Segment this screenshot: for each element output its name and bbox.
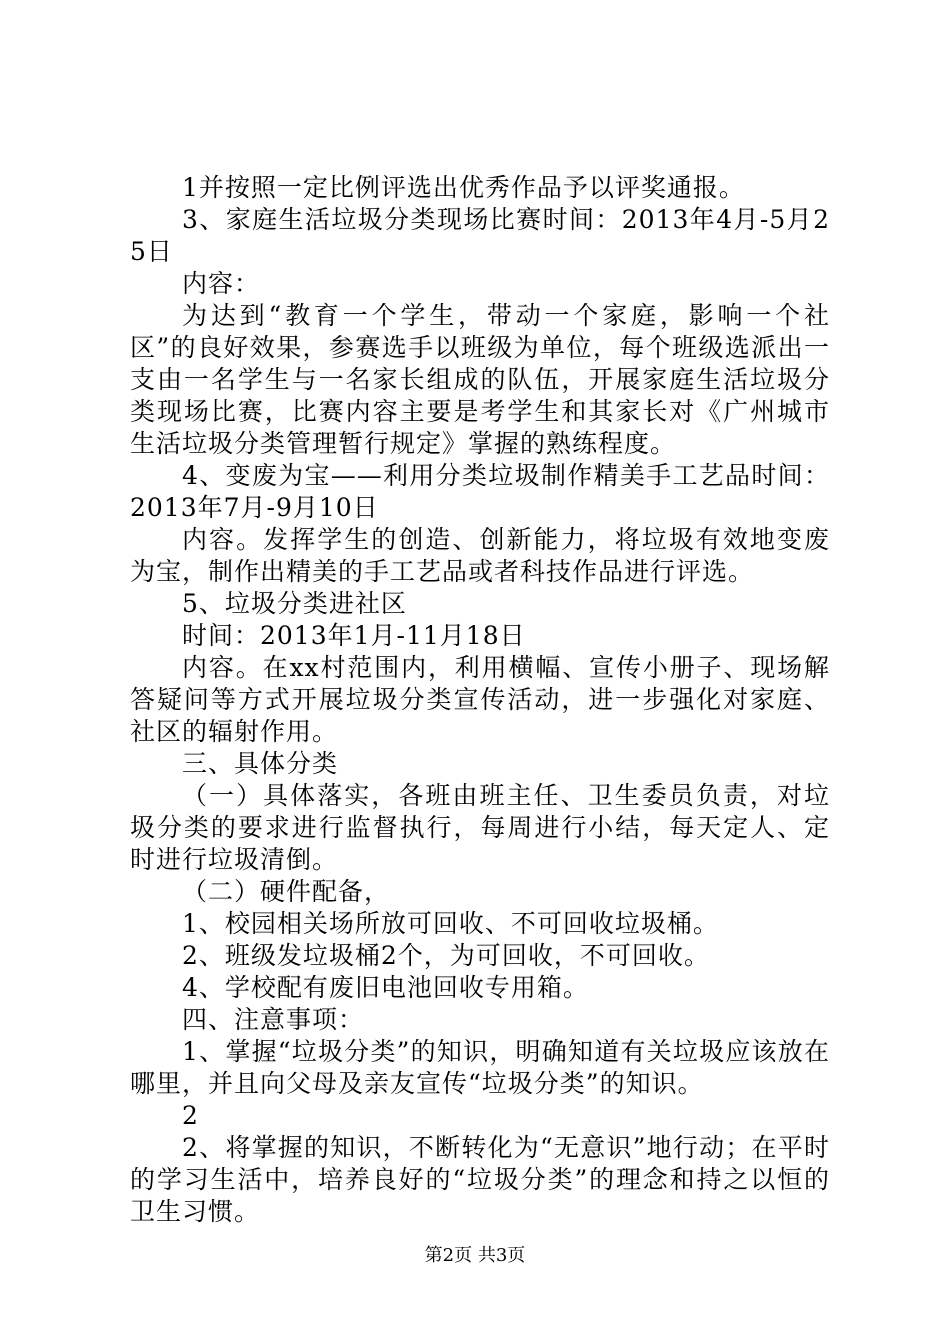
page-footer: 第2页 共3页 [424, 1245, 526, 1266]
paragraph-10: 三、具体分类 [182, 749, 339, 778]
paragraph-19: 2、将掌握的知识，不断转化为“无意识”地行动；在平时的学习生活中，培养良好的“垃圾分类”的理念和持之以恒的卫生习惯。 [130, 1133, 830, 1226]
paragraph-17: 1、掌握“垃圾分类”的知识，明确知道有关垃圾应该放在哪里，并且向父母及亲友宣传“垃圾分类”的知识。 [130, 1037, 830, 1098]
paragraph-14: 2、班级发垃圾桶2个，为可回收，不可回收。 [182, 941, 710, 970]
paragraph-6: 内容。发挥学生的创造、创新能力，将垃圾有效地变废为宝，制作出精美的手工艺品或者科技作品进行评选。 [130, 525, 830, 586]
paragraph-4: 为达到“教育一个学生，带动一个家庭，影响一个社区”的良好效果，参赛选手以班级为单位，每个班级选派出一支由一名学生与一名家长组成的队伍，开展家庭生活垃圾分类现场比赛，比赛内容主要是考学生和其家长对《广州城市生活垃圾分类管理暂行规定》掌握的熟练程度。 [130, 301, 830, 458]
paragraph-16: 四、注意事项： [182, 1005, 365, 1034]
paragraph-18: 2 [182, 1101, 199, 1130]
paragraph-2: 3、家庭生活垃圾分类现场比赛时间：2013年4月-5月25日 [130, 205, 830, 266]
paragraph-7: 5、垃圾分类进社区 [182, 589, 407, 618]
paragraph-5: 4、变废为宝——利用分类垃圾制作精美手工艺品时间：2013年7月-9月10日 [130, 461, 830, 522]
paragraph-3: 内容： [182, 269, 261, 298]
paragraph-1: 1并按照一定比例评选出优秀作品予以评奖通报。 [182, 173, 745, 202]
paragraph-11: （一）具体落实，各班由班主任、卫生委员负责，对垃圾分类的要求进行监督执行，每周进行小结，每天定人、定时进行垃圾清倒。 [130, 781, 830, 874]
paragraph-13: 1、校园相关场所放可回收、不可回收垃圾桶。 [182, 909, 719, 938]
document-body [130, 172, 830, 1228]
paragraph-12: （二）硬件配备， [182, 877, 391, 906]
paragraph-9: 内容。在xx村范围内，利用横幅、宣传小册子、现场解答疑问等方式开展垃圾分类宣传活动，进一步强化对家庭、社区的辐射作用。 [130, 653, 830, 746]
paragraph-15: 4、学校配有废旧电池回收专用箱。 [182, 973, 589, 1002]
paragraph-8: 时间：2013年1月-11月18日 [182, 621, 526, 650]
